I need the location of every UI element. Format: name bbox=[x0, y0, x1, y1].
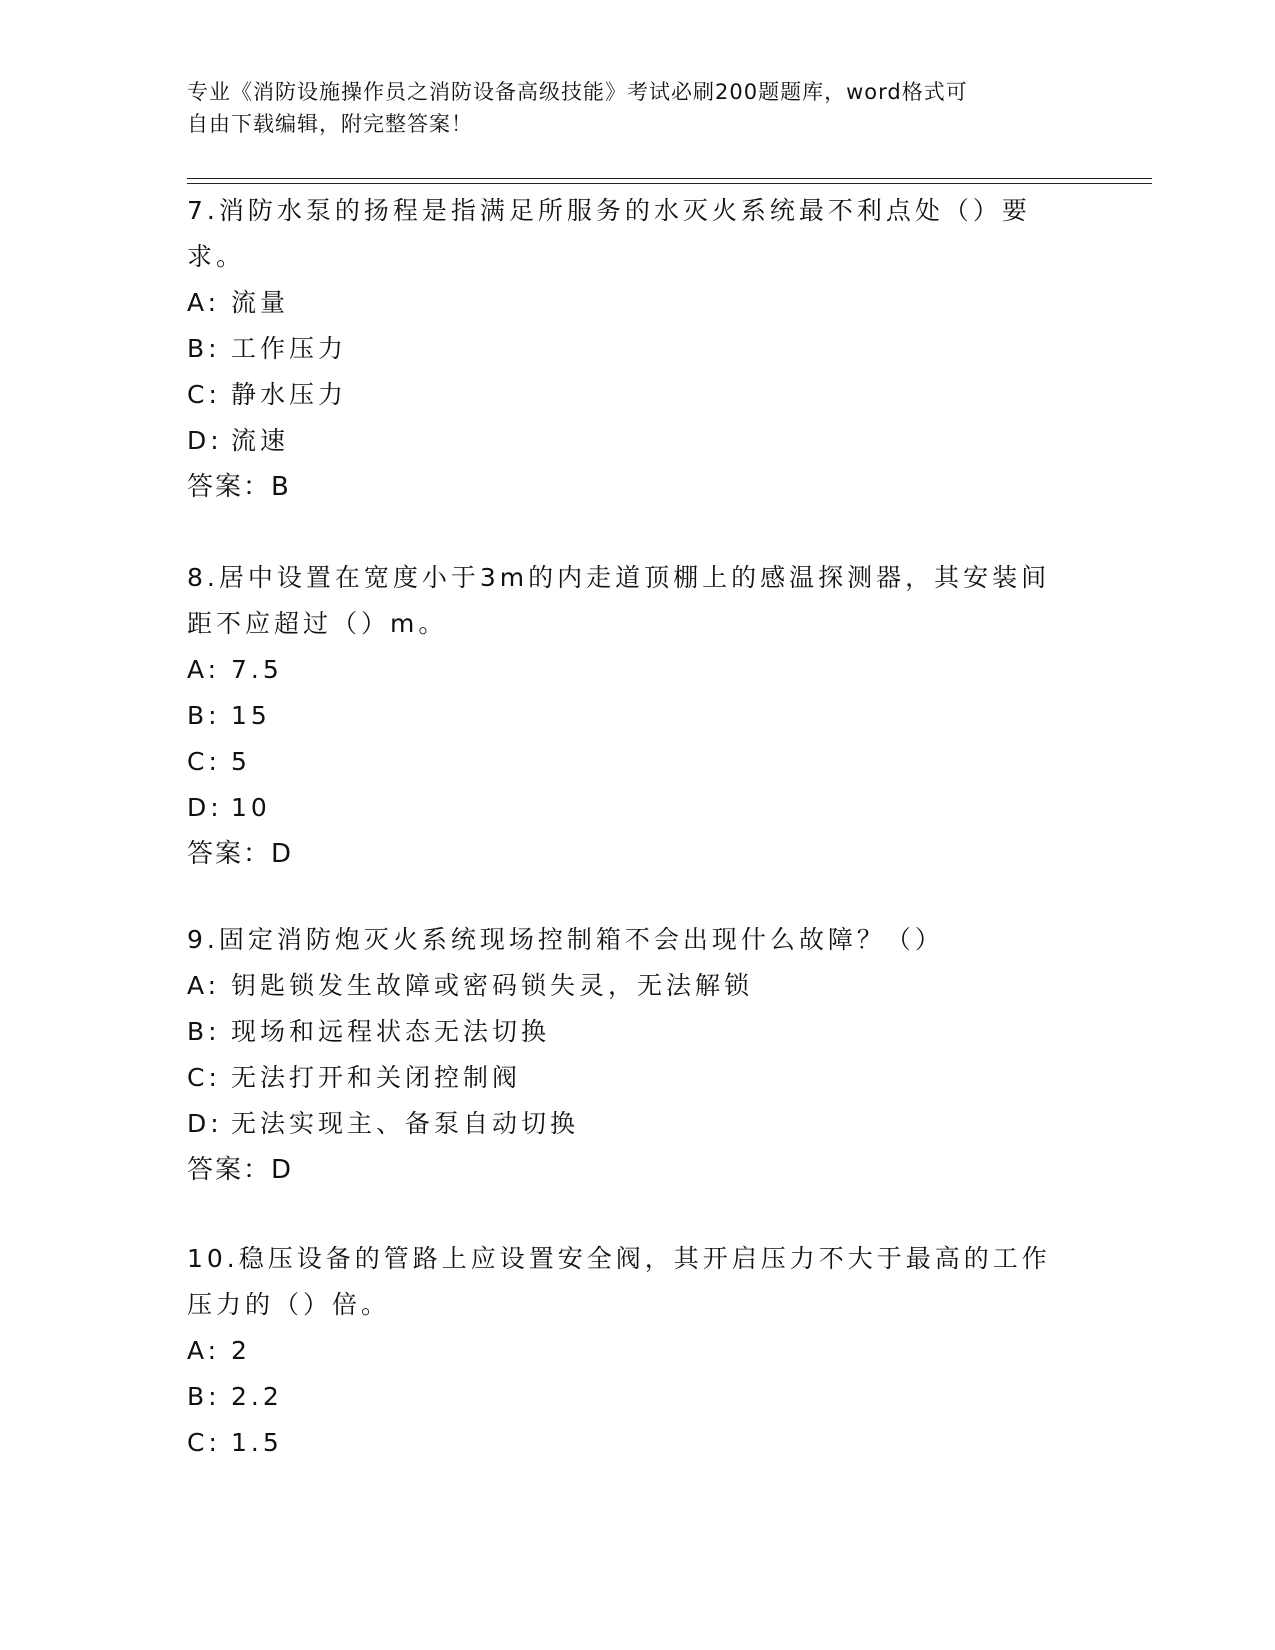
question-text: 9.固定消防炮灭火系统现场控制箱不会出现什么故障？（） bbox=[187, 925, 944, 954]
option-text: 7.5 bbox=[231, 655, 283, 684]
option-a bbox=[187, 1328, 1077, 1374]
option-b bbox=[187, 693, 1077, 739]
document-header bbox=[187, 76, 1067, 140]
option-a bbox=[187, 280, 1077, 326]
option-text: 5 bbox=[231, 747, 251, 776]
option-text: 现场和远程状态无法切换 bbox=[231, 1017, 551, 1046]
option-letter: C: bbox=[187, 747, 221, 776]
option-letter: A: bbox=[187, 971, 221, 1000]
option-text: 2.2 bbox=[231, 1382, 283, 1411]
option-letter: B: bbox=[187, 701, 221, 730]
option-a bbox=[187, 647, 1077, 693]
option-d bbox=[187, 785, 1077, 831]
option-c bbox=[187, 739, 1077, 785]
header-line-1: 专业《消防设施操作员之消防设备高级技能》考试必刷200题题库，word格式可 bbox=[187, 80, 968, 104]
option-text: 15 bbox=[231, 701, 271, 730]
option-text: 1.5 bbox=[231, 1428, 283, 1457]
question-7 bbox=[187, 188, 1077, 510]
question-text: 10.稳压设备的管路上应设置安全阀，其开启压力不大于最高的工作压力的（）倍。 bbox=[187, 1244, 1051, 1319]
option-c bbox=[187, 1420, 1077, 1466]
option-d bbox=[187, 418, 1077, 464]
option-text: 2 bbox=[231, 1336, 251, 1365]
option-a bbox=[187, 963, 1077, 1009]
header-divider-top bbox=[187, 178, 1152, 179]
option-b bbox=[187, 1009, 1077, 1055]
answer: 答案：D bbox=[187, 839, 294, 869]
option-letter: D: bbox=[187, 426, 223, 455]
option-text: 无法打开和关闭控制阀 bbox=[231, 1063, 522, 1092]
option-letter: C: bbox=[187, 1063, 221, 1092]
option-text: 10 bbox=[231, 793, 271, 822]
header-line-2: 自由下载编辑，附完整答案！ bbox=[187, 112, 473, 136]
option-letter: A: bbox=[187, 655, 221, 684]
answer: 答案：D bbox=[187, 1155, 294, 1185]
option-c bbox=[187, 1055, 1077, 1101]
question-text: 8.居中设置在宽度小于3m的内走道顶棚上的感温探测器，其安装间距不应超过（）m。 bbox=[187, 563, 1051, 638]
option-letter: C: bbox=[187, 380, 221, 409]
question-text: 7.消防水泵的扬程是指满足所服务的水灭火系统最不利点处（）要求。 bbox=[187, 196, 1031, 271]
header-divider-bottom bbox=[187, 183, 1152, 184]
question-9 bbox=[187, 917, 1077, 1193]
option-b bbox=[187, 326, 1077, 372]
option-letter: D: bbox=[187, 793, 223, 822]
option-d bbox=[187, 1101, 1077, 1147]
option-letter: A: bbox=[187, 288, 221, 317]
option-text: 流速 bbox=[231, 426, 290, 455]
option-letter: B: bbox=[187, 1382, 221, 1411]
option-text: 无法实现主、备泵自动切换 bbox=[231, 1109, 580, 1138]
option-text: 钥匙锁发生故障或密码锁失灵，无法解锁 bbox=[231, 971, 754, 1000]
question-8 bbox=[187, 555, 1077, 877]
option-text: 流量 bbox=[231, 288, 290, 317]
option-c bbox=[187, 372, 1077, 418]
option-letter: D: bbox=[187, 1109, 223, 1138]
option-letter: B: bbox=[187, 1017, 221, 1046]
answer: 答案：B bbox=[187, 472, 291, 502]
option-text: 静水压力 bbox=[231, 380, 348, 409]
option-b bbox=[187, 1374, 1077, 1420]
option-letter: A: bbox=[187, 1336, 221, 1365]
question-10 bbox=[187, 1236, 1077, 1466]
option-text: 工作压力 bbox=[231, 334, 348, 363]
option-letter: B: bbox=[187, 334, 221, 363]
option-letter: C: bbox=[187, 1428, 221, 1457]
